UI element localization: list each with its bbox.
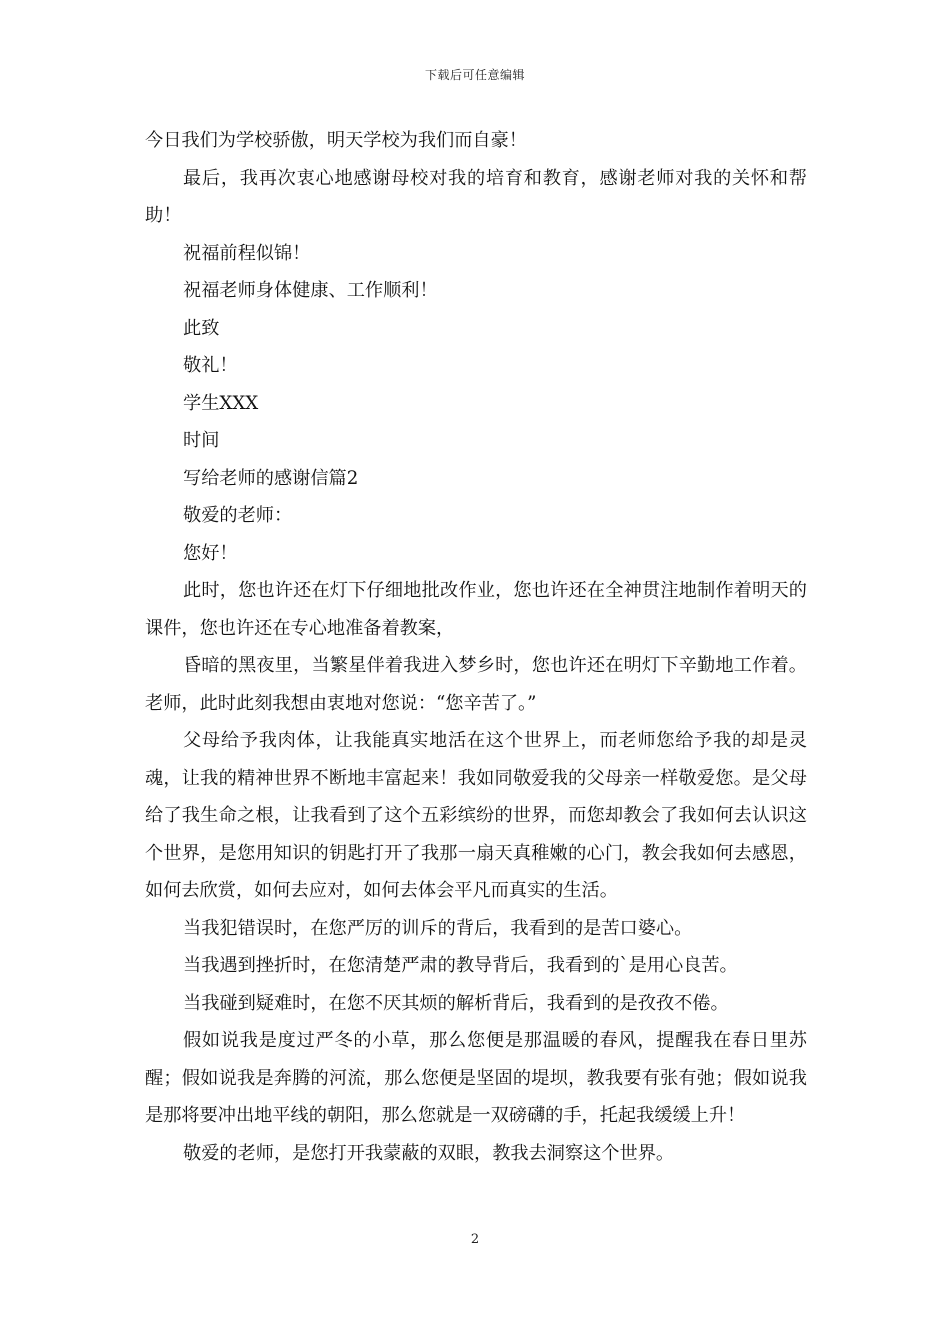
- paragraph: 祝福前程似锦！: [183, 242, 311, 264]
- paragraph: 最后，我再次衷心地感谢母校对我的培育和教育，感谢老师对我的关怀和帮助！: [145, 167, 807, 226]
- paragraph: 敬礼！: [183, 355, 238, 376]
- paragraph: 昏暗的黑夜里，当繁星伴着我进入梦乡时，您也许还在明灯下辛勤地工作着。老师，此时此刻我想由衷地对您说：“您辛苦了。”: [145, 655, 807, 714]
- page-header: 下载后可任意编辑: [424, 68, 525, 82]
- paragraph: 敬爱的老师，是您打开我蒙蔽的双眼，教我去洞察这个世界。: [183, 1142, 675, 1164]
- paragraph: 此时，您也许还在灯下仔细地批改作业，您也许还在全神贯注地制作着明天的课件，您也许还在专心地准备着教案，: [145, 580, 807, 639]
- section-title: 写给老师的感谢信篇2: [183, 467, 359, 489]
- page-number: 2: [470, 1232, 480, 1247]
- greeting: 您好！: [183, 542, 238, 564]
- paragraph: 父母给予我肉体，让我能真实地活在这个世界上，而老师您给予我的却是灵魂，让我的精神世界不断地丰富起来！我如同敬爱我的父母亲一样敬爱您。是父母给了我生命之根，让我看到了这个五彩缤纷的世界，而您却教会了我如何去认识这个世界，是您用知识的钥匙打开了我那一扇天真稚嫩的心门，教会我如何去感恩，如何去欣赏，如何去应对，如何去体会平凡而真实的生活。: [145, 730, 807, 901]
- paragraph: 学生XXX: [183, 392, 259, 414]
- paragraph: 时间: [183, 430, 220, 451]
- paragraph: 当我遇到挫折时，在您清楚严肃的教导背后，我看到的`是用心良苦。: [183, 955, 738, 976]
- paragraph: 当我碰到疑难时，在您不厌其烦的解析背后，我看到的是孜孜不倦。: [183, 992, 729, 1014]
- paragraph: 祝福老师身体健康、工作顺利！: [183, 280, 438, 301]
- document-body: [145, 122, 807, 1172]
- paragraph: 当我犯错误时，在您严厉的训斥的背后，我看到的是苦口婆心。: [183, 917, 693, 939]
- paragraph: 此致: [183, 317, 220, 339]
- paragraph: 假如说我是度过严冬的小草，那么您便是那温暖的春风，提醒我在春日里苏醒；假如说我是奔腾的河流，那么您便是坚固的堤坝，教我要有张有弛；假如说我是那将要冲出地平线的朝阳，那么您就是一双磅礴的手，托起我缓缓上升！: [145, 1030, 807, 1126]
- salutation: 敬爱的老师：: [183, 505, 293, 526]
- paragraph: 今日我们为学校骄傲，明天学校为我们而自豪！: [145, 130, 527, 151]
